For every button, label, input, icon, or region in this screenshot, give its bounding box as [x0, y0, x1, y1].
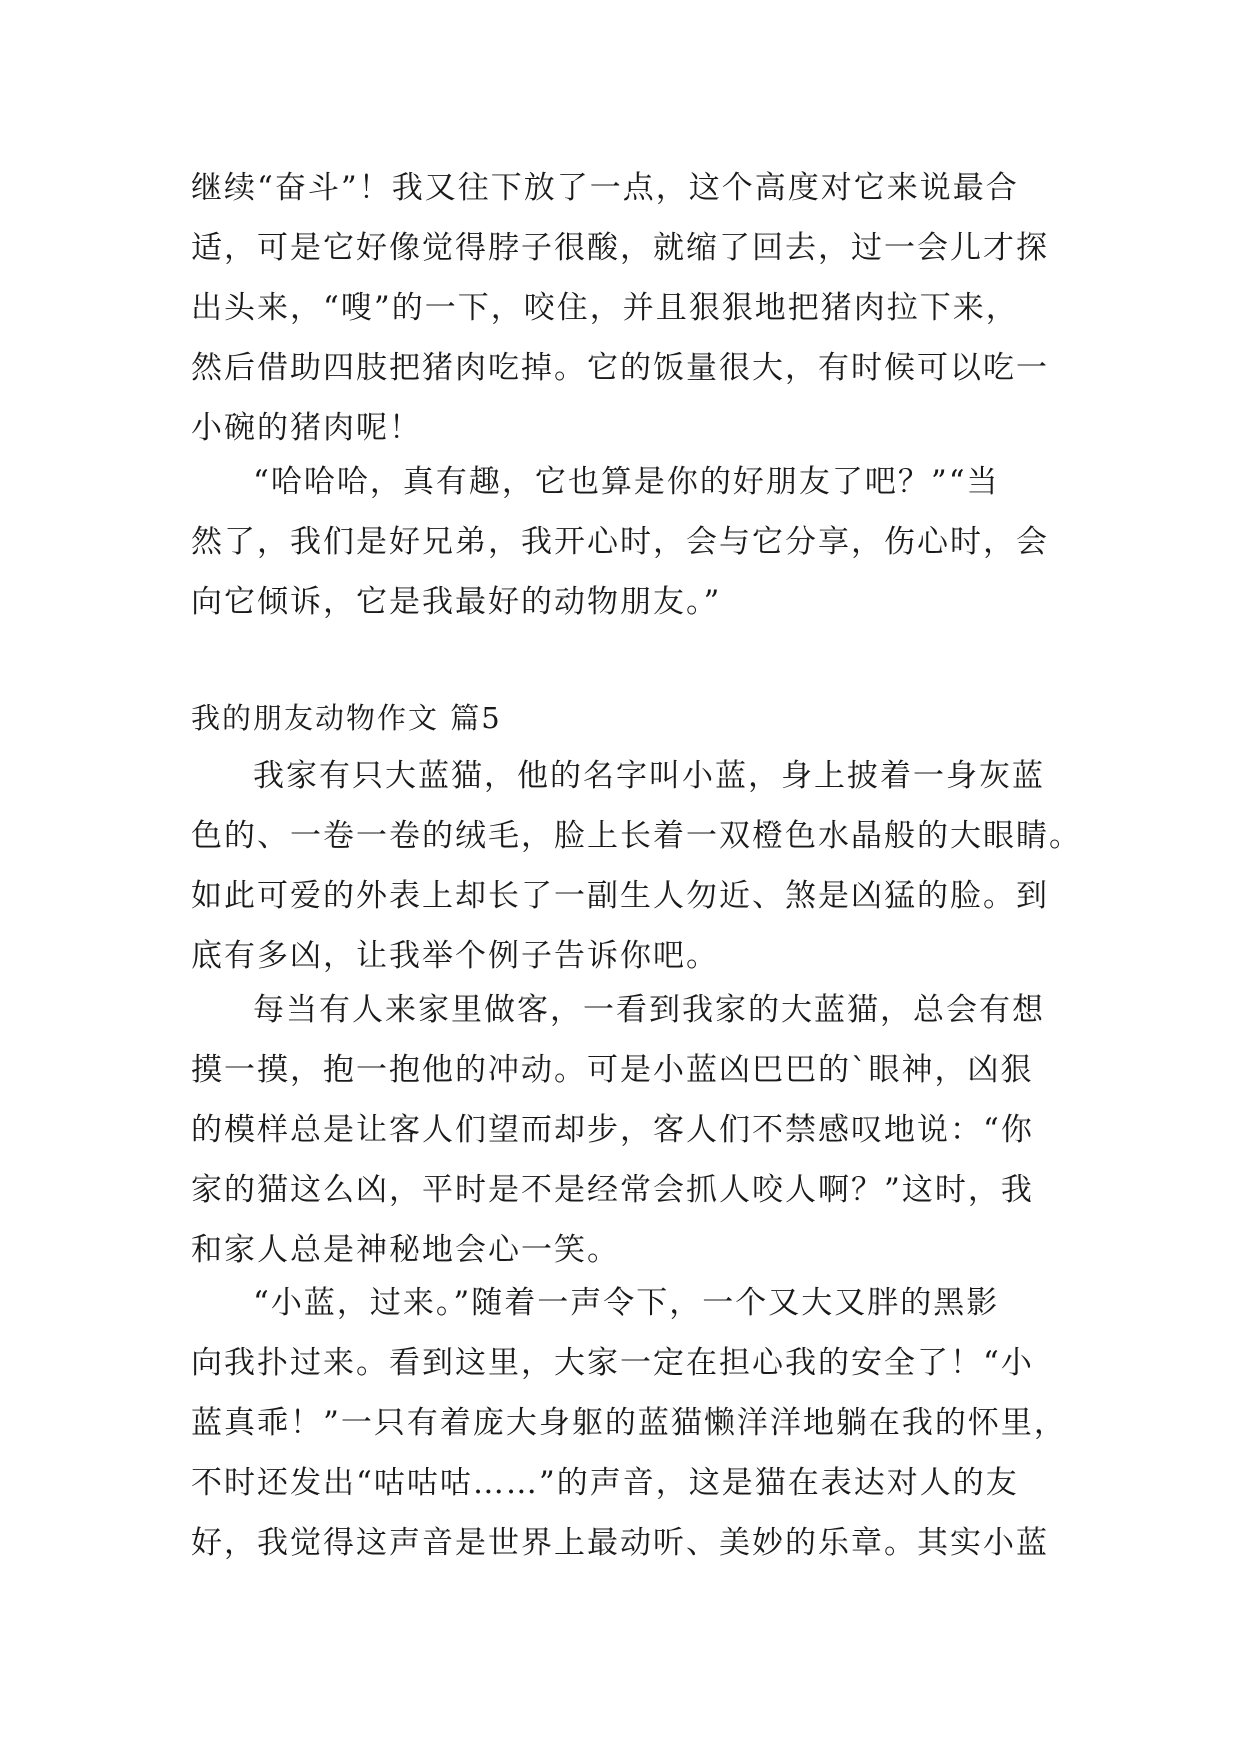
- text-line: 小碗的猪肉呢！: [191, 410, 422, 446]
- text-line: 和家人总是神秘地会心一笑。: [191, 1232, 620, 1268]
- section5-paragraph-2: [191, 980, 1061, 1280]
- text-line: 如此可爱的外表上却长了一副生人勿近、煞是凶猛的脸。到: [191, 878, 1049, 914]
- section-heading: [191, 688, 1061, 748]
- prev-paragraph-2: [191, 452, 1061, 632]
- prev-paragraph-1: [191, 158, 1061, 458]
- text-line: 不时还发出“咕咕咕……”的声音，这是猫在表达对人的友: [191, 1465, 1019, 1501]
- text-line: 家的猫这么凶，平时是不是经常会抓人咬人啊？”这时，我: [191, 1172, 1034, 1208]
- text-line: 蓝真乖！”一只有着庞大身躯的蓝猫懒洋洋地躺在我的怀里，: [191, 1405, 1067, 1441]
- text-line: 向我扑过来。看到这里，大家一定在担心我的安全了！“小: [191, 1345, 1034, 1381]
- text-line: 继续“奋斗”！我又往下放了一点，这个高度对它来说最合: [191, 170, 1019, 206]
- text-line: 我家有只大蓝猫，他的名字叫小蓝，身上披着一身灰蓝: [253, 758, 1045, 794]
- text-line: 的模样总是让客人们望而却步，客人们不禁感叹地说：“你: [191, 1112, 1034, 1148]
- text-line: 摸一摸，抱一抱他的冲动。可是小蓝凶巴巴的`眼神，凶狠: [191, 1052, 1034, 1088]
- section5-paragraph-3: [191, 1273, 1067, 1573]
- text-line: 色的、一卷一卷的绒毛，脸上长着一双橙色水晶般的大眼睛。: [191, 818, 1082, 854]
- text-line: 适，可是它好像觉得脖子很酸，就缩了回去，过一会儿才探: [191, 230, 1049, 266]
- text-line: 出头来，“嗖”的一下，咬住，并且狠狠地把猪肉拉下来，: [191, 290, 1019, 326]
- text-line: 好，我觉得这声音是世界上最动听、美妙的乐章。其实小蓝: [191, 1525, 1049, 1561]
- section-title: 我的朋友动物作文 篇5: [191, 701, 502, 735]
- text-line: “哈哈哈，真有趣，它也算是你的好朋友了吧？”“当: [253, 464, 1000, 500]
- text-line: 每当有人来家里做客，一看到我家的大蓝猫，总会有想: [253, 992, 1045, 1028]
- text-line: 底有多凶，让我举个例子告诉你吧。: [191, 938, 719, 974]
- text-line: 向它倾诉，它是我最好的动物朋友。”: [191, 584, 722, 620]
- text-line: “小蓝，过来。”随着一声令下，一个又大又胖的黑影: [253, 1285, 1000, 1321]
- section5-paragraph-1: [191, 746, 1082, 986]
- text-line: 然后借助四肢把猪肉吃掉。它的饭量很大，有时候可以吃一: [191, 350, 1049, 386]
- text-line: 然了，我们是好兄弟，我开心时，会与它分享，伤心时，会: [191, 524, 1049, 560]
